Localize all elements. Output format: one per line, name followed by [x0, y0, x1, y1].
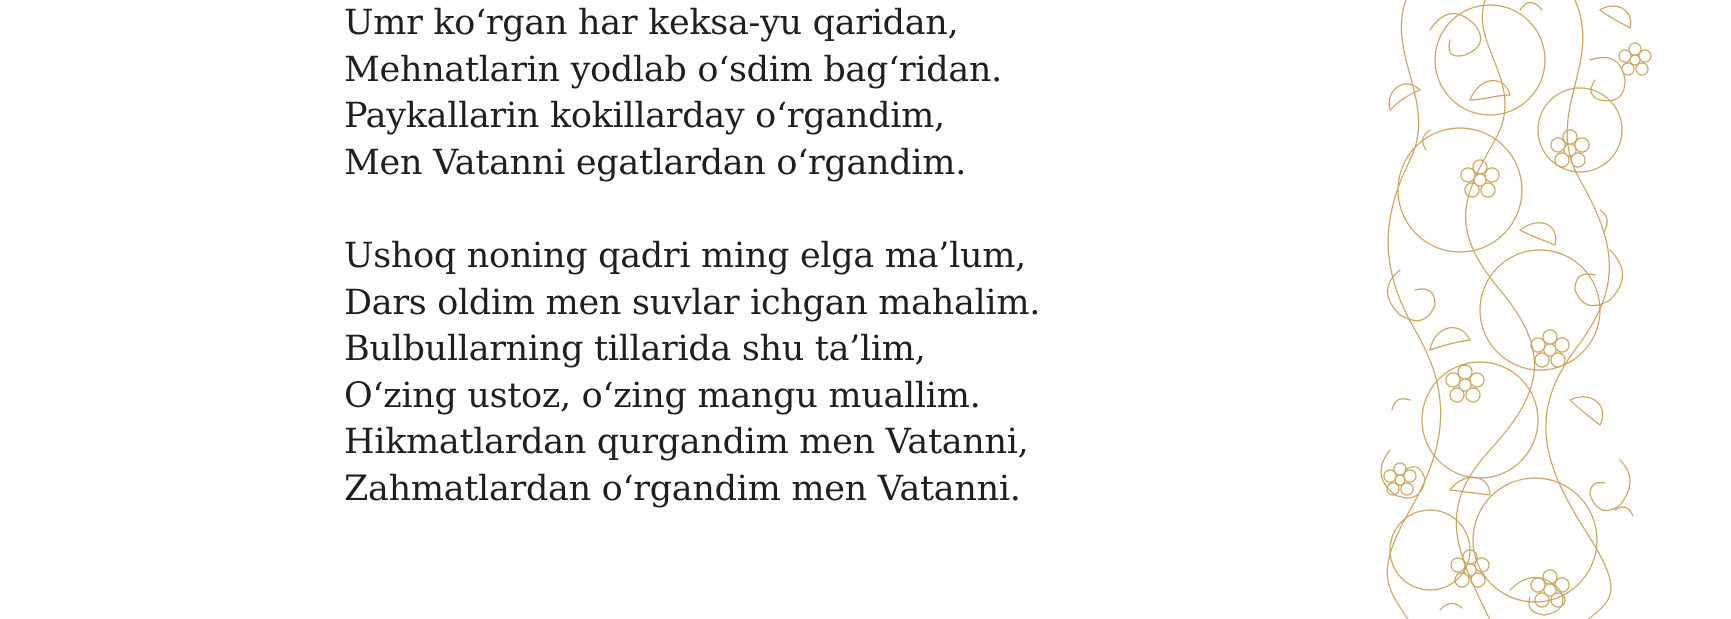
floral-ornament-icon: [1370, 0, 1660, 619]
poem-line: Umr ko‘rgan har keksa-yu qaridan,: [344, 3, 959, 43]
poem-line: Dars oldim men suvlar ichgan mahalim.: [344, 282, 1041, 323]
poem: [344, 0, 1040, 512]
poem-line: Hikmatlardan qurgandim men Vatanni,: [344, 422, 1029, 462]
poem-line: Paykallarin kokillarday o‘rgandim,: [344, 96, 945, 136]
stanza-2: [344, 233, 1040, 512]
poem-line: Mehnatlarin yodlab o‘sdim bag‘ridan.: [344, 49, 1002, 90]
poem-line: Bulbullarning tillarida shu ta’lim,: [344, 329, 926, 369]
stanza-1: [344, 0, 1040, 186]
poem-line: Zahmatlardan o‘rgandim men Vatanni.: [344, 468, 1021, 509]
poem-line: Ushoq noning qadri ming elga ma’lum,: [344, 236, 1026, 276]
poem-line: O‘zing ustoz, o‘zing mangu muallim.: [344, 375, 981, 416]
poem-line: Men Vatanni egatlardan o‘rgandim.: [344, 142, 967, 183]
